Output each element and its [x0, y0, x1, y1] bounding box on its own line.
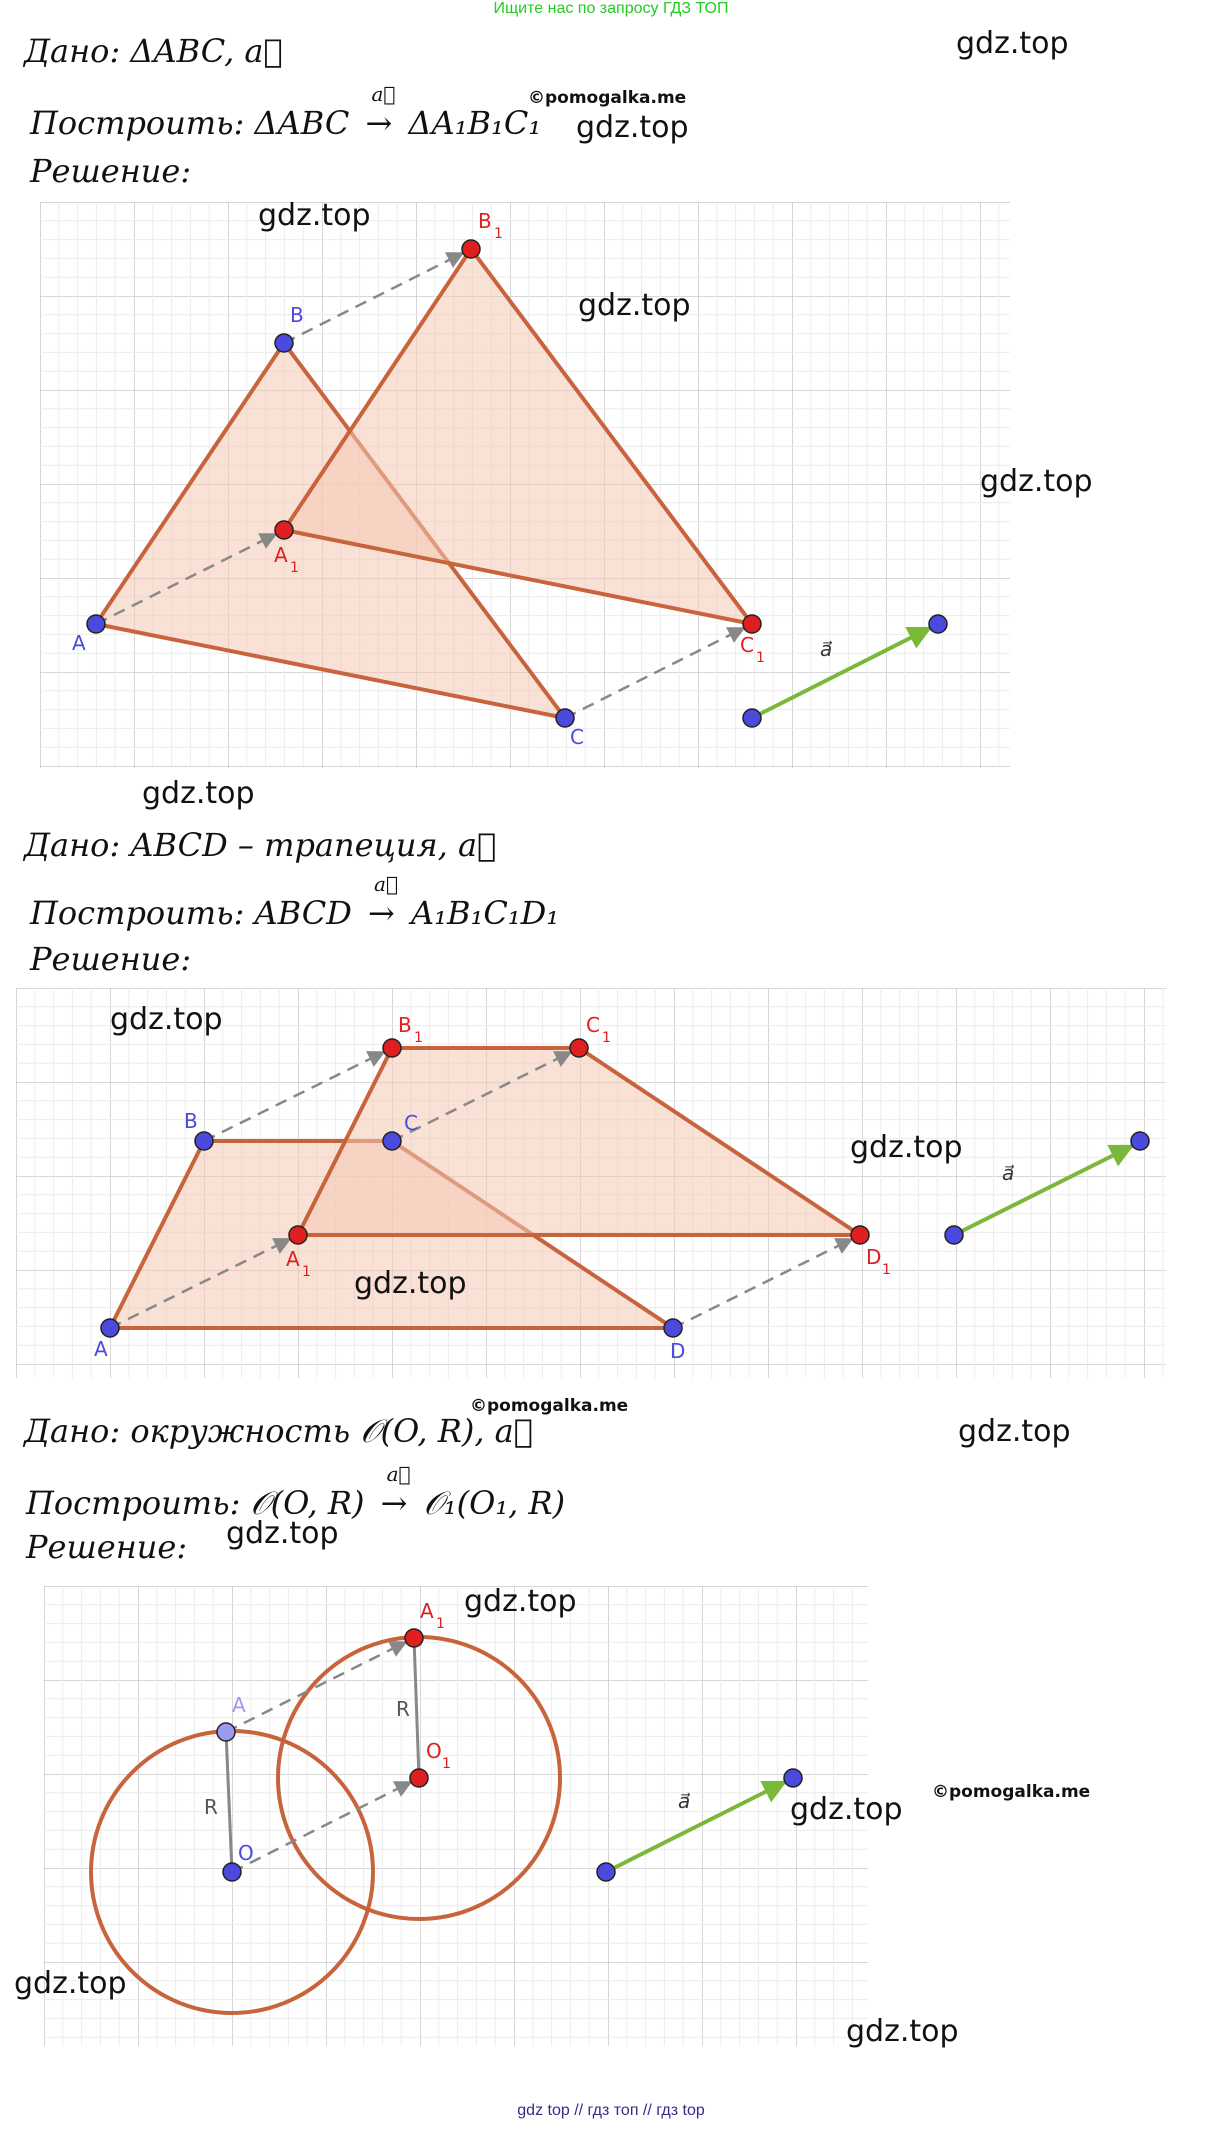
p2-label-c1-sub: 1 — [602, 1030, 611, 1046]
p1-given-value: ΔABC, a⃗ — [130, 32, 283, 70]
p3-label-a: A — [232, 1693, 246, 1717]
p3-label-vector: a⃗ — [678, 1789, 691, 1813]
p2-arrow-vector-label: a⃗ — [374, 872, 398, 896]
p1-label-a1: A — [274, 543, 288, 567]
watermark-gdz: gdz.top — [850, 1130, 963, 1165]
p1-label-b1-sub: 1 — [494, 226, 503, 242]
p2-construct-label: Построить — [30, 894, 234, 932]
p1-label-a1-sub: 1 — [290, 560, 299, 576]
p2-solution-label: Решение — [30, 940, 181, 978]
watermark-gdz: gdz.top — [846, 2014, 959, 2049]
p2-point-a1 — [289, 1226, 307, 1244]
p3-solution-line: Решение: — [26, 1528, 188, 1566]
watermark-gdz: gdz.top — [226, 1516, 339, 1551]
p2-point-b — [195, 1132, 213, 1150]
p3-given-value: окружность 𝒪(O, R), a⃗ — [130, 1412, 533, 1450]
p2-point-b1 — [383, 1039, 401, 1057]
p1-construct-right: ΔA₁B₁C₁ — [408, 104, 542, 142]
p1-point-a1 — [275, 521, 293, 539]
p3-mapping-arrow: → a⃗ — [380, 1462, 411, 1522]
p1-mapping-arrow: → a⃗ — [365, 82, 396, 142]
p3-solution-label: Решение — [26, 1528, 177, 1566]
p2-mapping-arrow: → a⃗ — [368, 872, 398, 932]
p3-label-o1-sub: 1 — [442, 1756, 451, 1772]
watermark-gdz: gdz.top — [980, 464, 1093, 499]
watermark-gdz: gdz.top — [142, 776, 255, 811]
p2-point-c — [383, 1132, 401, 1150]
p2-label-b1: B — [398, 1013, 412, 1037]
p3-label-a1-sub: 1 — [436, 1616, 445, 1632]
p1-vector-start — [743, 709, 761, 727]
p2-given-line: Дано: ABCD – трапеция, a⃗ — [24, 826, 497, 864]
p3-given-line: Дано: окружность 𝒪(O, R), a⃗ — [24, 1412, 533, 1450]
p2-label-vector: a⃗ — [1002, 1161, 1015, 1185]
p1-label-c1: C — [740, 633, 754, 657]
p3-point-o — [223, 1863, 241, 1881]
p1-vector-end — [929, 615, 947, 633]
p3-label-o: O — [238, 1841, 254, 1865]
p1-point-b1 — [462, 240, 480, 258]
p2-vector-start — [945, 1226, 963, 1244]
p2-label-b1-sub: 1 — [414, 1030, 423, 1046]
p2-vector-end — [1131, 1132, 1149, 1150]
p2-label-c: C — [404, 1111, 418, 1135]
p1-construct-left: ΔABC — [254, 104, 350, 142]
p3-grid — [44, 1586, 868, 2046]
p2-construct-line: Построить: ABCD → a⃗ A₁B₁C₁D₁ — [30, 872, 560, 932]
p1-construct-label: Построить — [30, 104, 234, 142]
header-banner: Ищите нас по запросу ГДЗ ТОП — [493, 0, 729, 17]
p2-label-d1: D — [866, 1245, 882, 1269]
p1-label-b: B — [290, 303, 304, 327]
watermark-gdz: gdz.top — [578, 288, 691, 323]
p3-arrow-vector-label: a⃗ — [386, 1462, 411, 1486]
p1-solution-line: Решение: — [30, 152, 192, 190]
p2-label-c1: C — [586, 1013, 600, 1037]
p3-given-label: Дано — [24, 1412, 110, 1450]
p2-point-c1 — [570, 1039, 588, 1057]
p3-vector-start — [597, 1863, 615, 1881]
p2-label-b: B — [184, 1109, 198, 1133]
watermark-pomogalka: ©pomogalka.me — [528, 88, 687, 108]
p2-construct-left: ABCD — [254, 894, 352, 932]
p1-point-b — [275, 334, 293, 352]
watermark-gdz: gdz.top — [790, 1792, 903, 1827]
p3-label-r2: R — [396, 1697, 410, 1721]
p2-label-a1: A — [286, 1247, 300, 1271]
p1-label-c: C — [570, 725, 584, 749]
p1-construct-line: Построить: ΔABC → a⃗ ΔA₁B₁C₁ — [30, 82, 542, 142]
p2-label-a: A — [94, 1337, 108, 1361]
watermark-gdz: gdz.top — [258, 198, 371, 233]
p3-point-o1 — [410, 1769, 428, 1787]
watermark-gdz: gdz.top — [354, 1266, 467, 1301]
p3-point-a — [217, 1723, 235, 1741]
watermark-gdz: gdz.top — [110, 1002, 223, 1037]
watermark-gdz: gdz.top — [14, 1966, 127, 2001]
p3-label-r1: R — [204, 1795, 218, 1819]
watermark-gdz: gdz.top — [958, 1414, 1071, 1449]
watermark-pomogalka: ©pomogalka.me — [470, 1396, 629, 1416]
p1-given-line: Дано: ΔABC, a⃗ — [24, 32, 283, 70]
p2-point-d1 — [851, 1226, 869, 1244]
p2-label-d1-sub: 1 — [882, 1262, 891, 1278]
p2-given-label: Дано — [24, 826, 110, 864]
watermark-gdz: gdz.top — [576, 110, 689, 145]
p2-construct-right: A₁B₁C₁D₁ — [411, 894, 560, 932]
p3-construct-left: 𝒪(O, R) — [250, 1484, 365, 1522]
p1-given-label: Дано — [24, 32, 110, 70]
p1-label-a: A — [72, 631, 86, 655]
p1-label-c1-sub: 1 — [756, 650, 765, 666]
p3-vector-end — [784, 1769, 802, 1787]
watermark-gdz: gdz.top — [464, 1584, 577, 1619]
p1-label-vector: a⃗ — [820, 637, 833, 661]
p2-point-a — [101, 1319, 119, 1337]
p2-label-a1-sub: 1 — [302, 1264, 311, 1280]
p2-point-d — [664, 1319, 682, 1337]
p1-point-a — [87, 615, 105, 633]
p1-arrow-vector-label: a⃗ — [371, 82, 396, 106]
p3-label-o1: O — [426, 1739, 442, 1763]
p3-construct-label: Построить — [26, 1484, 230, 1522]
p3-point-a1 — [405, 1629, 423, 1647]
watermark-gdz: gdz.top — [956, 26, 1069, 61]
p3-construct-line: Построить: 𝒪(O, R) → a⃗ 𝒪₁(O₁, R) — [26, 1462, 566, 1522]
p3-construct-right: 𝒪₁(O₁, R) — [423, 1484, 566, 1522]
footer-banner: gdz top // гдз топ // гдз top — [517, 2102, 705, 2119]
p1-solution-label: Решение — [30, 152, 181, 190]
p2-label-d: D — [670, 1339, 686, 1363]
watermark-pomogalka: ©pomogalka.me — [932, 1782, 1091, 1802]
p1-label-b1: B — [478, 209, 492, 233]
p2-given-value: ABCD – трапеция, a⃗ — [130, 826, 497, 864]
p2-solution-line: Решение: — [30, 940, 192, 978]
p1-point-c1 — [743, 615, 761, 633]
p3-label-a1: A — [420, 1599, 434, 1623]
